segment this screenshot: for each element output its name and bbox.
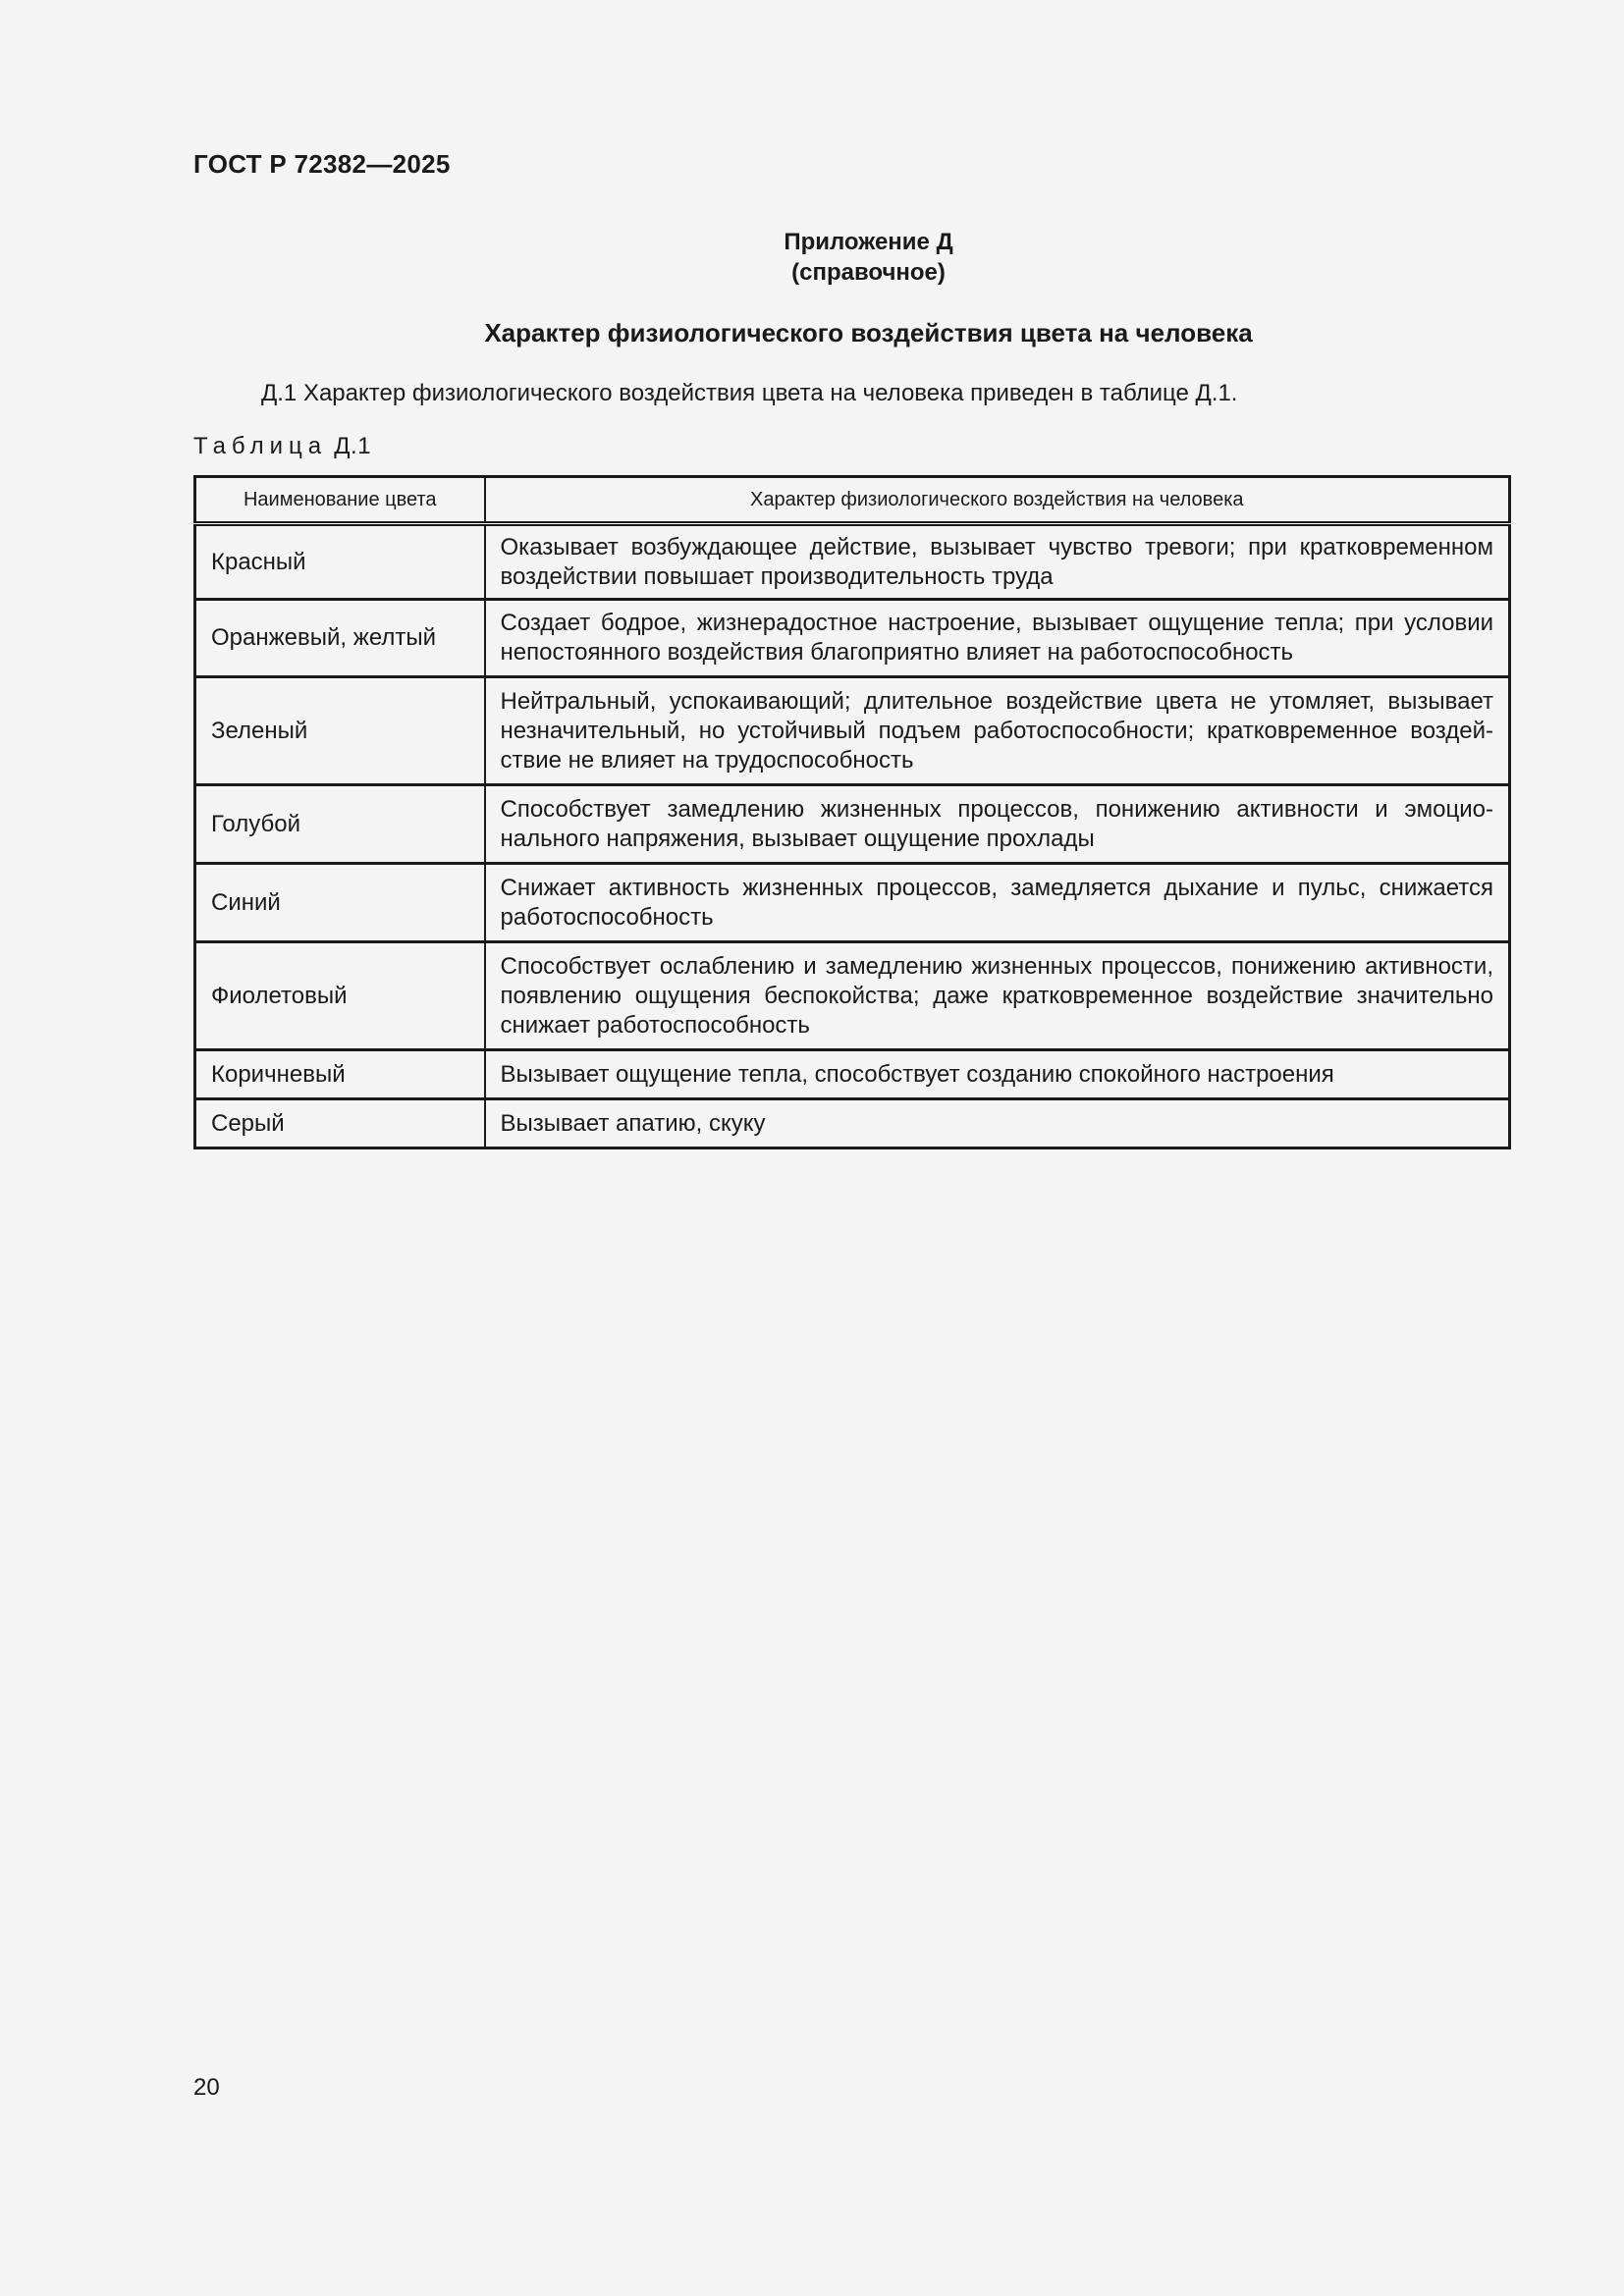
effect-cell: Снижает активность жизненных процессов, замедляется дыхание и пульс, снижается работоспособность [485,864,1510,942]
appendix-heading [0,227,1624,288]
table-row [195,677,1510,785]
effect-cell: Способствует ослаблению и замедлению жизненных процессов, понижению активности, появлению ощущения беспокойства; даже кратковременное воздействие значительно снижает работоспособность [485,942,1510,1050]
effect-cell: Вызывает ощущение тепла, способствует созданию спокойного настроения [485,1050,1510,1099]
page-number: 20 [193,2074,220,2101]
appendix-title: Приложение Д [784,229,953,255]
document-code: ГОСТ Р 72382—2025 [193,149,451,179]
color-name-cell: Красный [195,524,485,600]
column-header-color-name: Наименование цвета [195,477,485,524]
effect-cell: Нейтральный, успокаивающий; длительное воздействие цвета не утомляет, вызывает незначительный, но устойчивый подъем работоспособности; кратковременное воздействие не влияет на трудоспособность [485,677,1510,785]
effect-cell: Способствует замедлению жизненных процессов, понижению активности и эмоционального напряжения, вызывает ощущение прохлады [485,785,1510,864]
table-row [195,942,1510,1050]
table-caption [193,433,371,460]
table-caption-word: Таблица [193,433,328,459]
table-caption-number: Д.1 [334,433,372,459]
color-name-cell: Зеленый [195,677,485,785]
table-row [195,1050,1510,1099]
column-header-effect: Характер физиологического воздействия на человека [485,477,1510,524]
table-header-row [195,477,1510,524]
color-name-cell: Голубой [195,785,485,864]
table-row [195,785,1510,864]
color-name-cell: Фиолетовый [195,942,485,1050]
color-name-cell: Серый [195,1099,485,1148]
table-row [195,864,1510,942]
effect-cell: Создает бодрое, жизнерадостное настроение, вызывает ощущение тепла; при условии непостоянного воздействия благоприятно влияет на работоспособность [485,600,1510,677]
appendix-subtitle: (справочное) [791,259,946,286]
intro-paragraph: Д.1 Характер физиологического воздействия цвета на человека приведен в таблице Д.1. [261,380,1238,406]
effect-cell: Оказывает возбуждающее действие, вызывает чувство тревоги; при кратковременном воздействии повышает производительность труда [485,524,1510,600]
table-row [195,524,1510,600]
color-name-cell: Синий [195,864,485,942]
table-row [195,600,1510,677]
color-name-cell: Оранжевый, желтый [195,600,485,677]
table-row [195,1099,1510,1148]
effect-cell: Вызывает апатию, скуку [485,1099,1510,1148]
color-effects-table [193,475,1511,1149]
color-name-cell: Коричневый [195,1050,485,1099]
section-title: Характер физиологического воздействия цвета на человека [484,318,1253,347]
